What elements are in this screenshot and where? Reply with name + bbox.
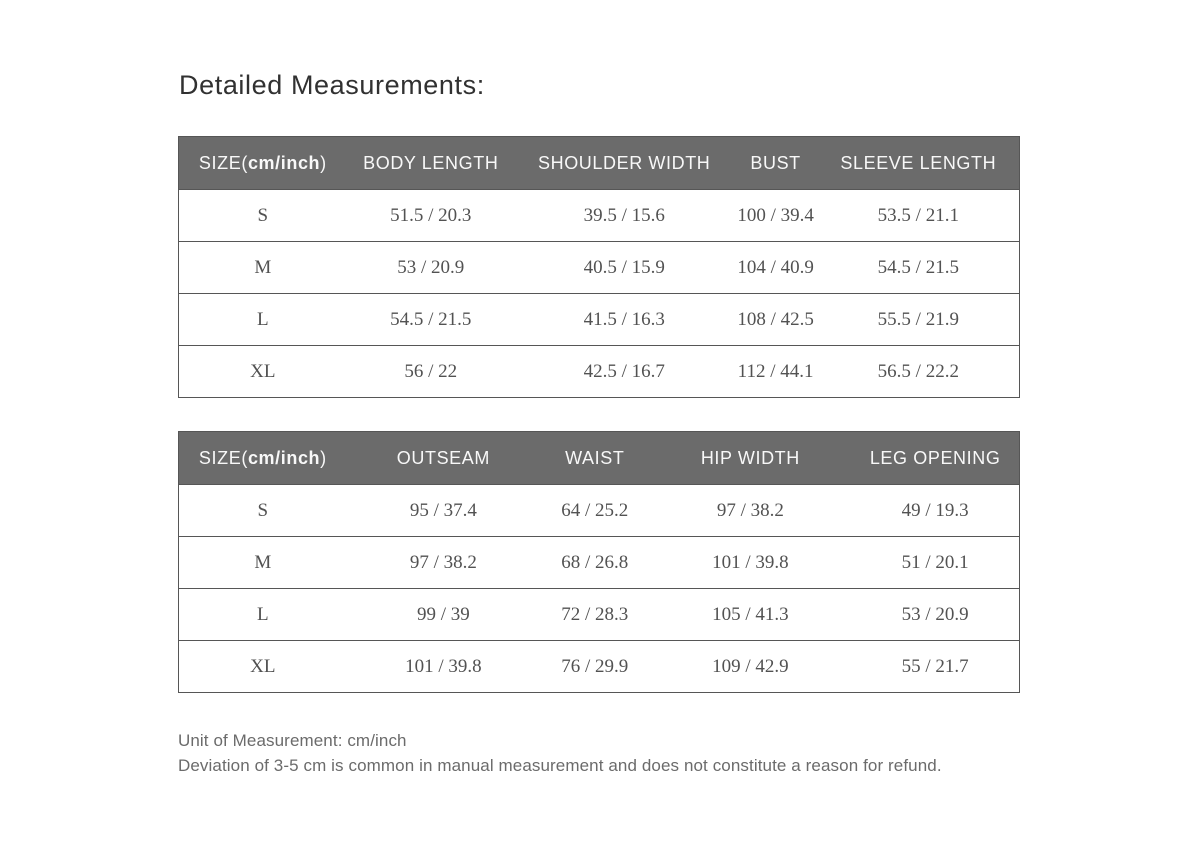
measurement-cell: 97 / 38.2 [347, 537, 540, 589]
size-label-suffix: ) [320, 152, 327, 173]
measurement-cell: 100 / 39.4 [734, 190, 818, 242]
column-header-bust: BUST [734, 137, 818, 190]
measurement-cell: 49 / 19.3 [851, 485, 1019, 537]
measurement-notes [178, 728, 1048, 778]
measurement-cell: 99 / 39 [347, 589, 540, 641]
measurement-cell: 68 / 26.8 [540, 537, 649, 589]
bottoms-header-row [179, 432, 1020, 485]
measurement-cell: 95 / 37.4 [347, 485, 540, 537]
measurement-cell: 40.5 / 15.9 [515, 242, 734, 294]
column-header-hip-width: HIP WIDTH [649, 432, 851, 485]
size-cell: L [179, 294, 347, 346]
measurement-cell: 97 / 38.2 [649, 485, 851, 537]
measurement-cell: 51.5 / 20.3 [347, 190, 515, 242]
measurement-cell: 55 / 21.7 [851, 641, 1019, 693]
measurement-cell: 108 / 42.5 [734, 294, 818, 346]
measurement-cell: 112 / 44.1 [734, 346, 818, 398]
measurement-cell: 101 / 39.8 [649, 537, 851, 589]
measurement-cell: 42.5 / 16.7 [515, 346, 734, 398]
measurement-cell: 56 / 22 [347, 346, 515, 398]
measurement-cell: 101 / 39.8 [347, 641, 540, 693]
measurement-cell: 53.5 / 21.1 [818, 190, 1020, 242]
table-row [179, 537, 1020, 589]
size-cell: XL [179, 346, 347, 398]
size-cell: M [179, 537, 347, 589]
measurement-cell: 104 / 40.9 [734, 242, 818, 294]
column-header-size [179, 137, 347, 190]
measurement-cell: 39.5 / 15.6 [515, 190, 734, 242]
measurement-cell: 76 / 29.9 [540, 641, 649, 693]
page-title: Detailed Measurements: [179, 70, 485, 100]
table-row [179, 346, 1020, 398]
measurement-cell: 55.5 / 21.9 [818, 294, 1020, 346]
column-header-outseam: OUTSEAM [347, 432, 540, 485]
size-label-unit: cm/inch [247, 152, 321, 173]
size-cell: M [179, 242, 347, 294]
note-line-unit: Unit of Measurement: cm/inch [178, 731, 407, 750]
bottoms-size-table [178, 431, 1020, 693]
column-header-shoulder-width: SHOULDER WIDTH [515, 137, 734, 190]
column-header-size [179, 432, 347, 485]
size-label-prefix: SIZE( [198, 152, 248, 173]
table-row [179, 242, 1020, 294]
table-row [179, 641, 1020, 693]
measurement-cell: 109 / 42.9 [649, 641, 851, 693]
note-line-deviation: Deviation of 3-5 cm is common in manual measurement and does not constitute a reason for refund. [178, 756, 942, 775]
measurement-cell: 105 / 41.3 [649, 589, 851, 641]
size-cell: XL [179, 641, 347, 693]
measurement-cell: 51 / 20.1 [851, 537, 1019, 589]
table-row [179, 589, 1020, 641]
measurement-cell: 64 / 25.2 [540, 485, 649, 537]
measurement-cell: 54.5 / 21.5 [347, 294, 515, 346]
measurement-cell: 53 / 20.9 [851, 589, 1019, 641]
column-header-sleeve-length: SLEEVE LENGTH [818, 137, 1020, 190]
size-label-unit: cm/inch [247, 447, 321, 468]
measurement-cell: 56.5 / 22.2 [818, 346, 1020, 398]
size-label-prefix: SIZE( [198, 447, 248, 468]
tops-header-row [179, 137, 1020, 190]
table-row [179, 190, 1020, 242]
size-label-suffix: ) [320, 447, 327, 468]
measurement-cell: 41.5 / 16.3 [515, 294, 734, 346]
size-cell: L [179, 589, 347, 641]
measurement-cell: 54.5 / 21.5 [818, 242, 1020, 294]
size-cell: S [179, 190, 347, 242]
measurement-cell: 53 / 20.9 [347, 242, 515, 294]
size-cell: S [179, 485, 347, 537]
measurement-cell: 72 / 28.3 [540, 589, 649, 641]
tops-size-table [178, 136, 1020, 398]
table-row [179, 294, 1020, 346]
column-header-leg-opening: LEG OPENING [851, 432, 1019, 485]
table-row [179, 485, 1020, 537]
column-header-body-length: BODY LENGTH [347, 137, 515, 190]
column-header-waist: WAIST [540, 432, 649, 485]
